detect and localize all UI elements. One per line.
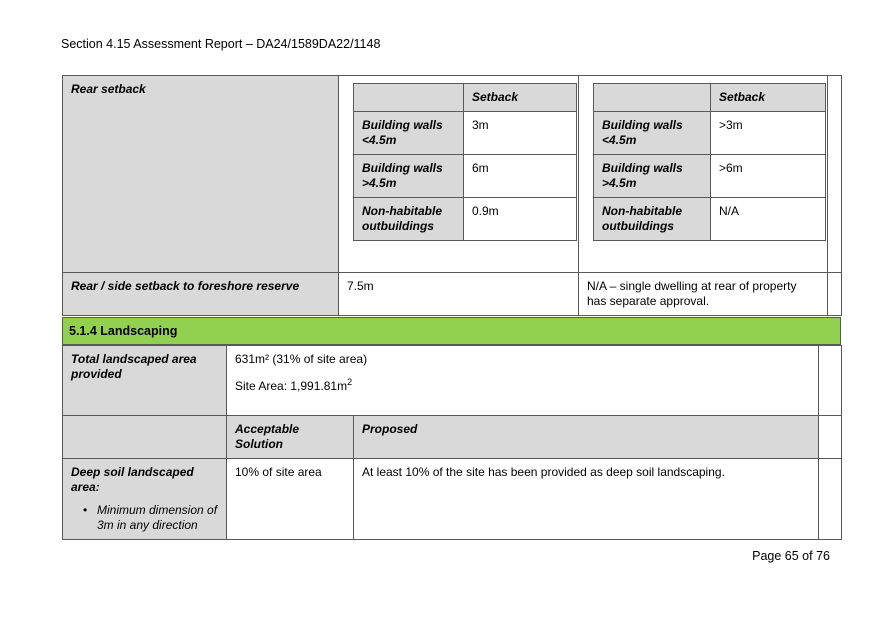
foreshore-setback-row — [63, 273, 842, 316]
foreshore-proposed-cell: N/A – single dwelling at rear of property has separate approval. — [579, 273, 828, 316]
rear-setback-row — [63, 76, 842, 273]
document-title: Section 4.15 Assessment Report – DA24/1589DA22/1148 — [61, 37, 381, 51]
site-area-text: Site Area: 1,991.81m — [235, 379, 348, 393]
subtable-empty-header-cell — [594, 84, 711, 112]
site-area-superscript: 2 — [347, 377, 353, 387]
subtable-row — [354, 198, 577, 241]
deep-soil-row — [63, 459, 842, 540]
subtable-value-cell: >3m — [711, 112, 826, 155]
subtable-header-row — [594, 84, 826, 112]
subtable-row — [594, 112, 826, 155]
page-number: Page 65 of 76 — [752, 549, 830, 563]
spacer-column-cell — [819, 416, 842, 459]
foreshore-acceptable-cell: 7.5m — [339, 273, 579, 316]
spacer-column-cell — [819, 459, 842, 540]
subtable-label-cell: Building walls >4.5m — [354, 155, 464, 198]
subtable-value-cell: 6m — [464, 155, 577, 198]
subtable-value-cell: N/A — [711, 198, 826, 241]
rear-setback-label-cell: Rear setback — [63, 76, 339, 273]
subtable-label-cell: Non-habitable outbuildings — [594, 198, 711, 241]
section-heading-landscaping: 5.1.4 Landscaping — [62, 317, 841, 345]
empty-header-cell — [63, 416, 227, 459]
deep-soil-label: Deep soil landscaped area: — [71, 465, 194, 494]
subtable-row — [594, 155, 826, 198]
spacer-column-cell — [828, 273, 842, 316]
deep-soil-label-cell — [63, 459, 227, 540]
subtable-empty-header-cell — [354, 84, 464, 112]
acceptable-solution-header-cell: Acceptable Solution — [227, 416, 354, 459]
subtable-row — [354, 155, 577, 198]
subtable-header-row — [354, 84, 577, 112]
landscaping-table — [62, 345, 842, 540]
subtable-value-cell: >6m — [711, 155, 826, 198]
subtable-value-cell: 0.9m — [464, 198, 577, 241]
proposed-setback-subtable — [593, 83, 826, 241]
total-landscaped-label-cell: Total landscaped area provided — [63, 346, 227, 416]
subtable-row — [594, 198, 826, 241]
rear-setback-proposed-cell — [579, 76, 828, 273]
landscaping-header-row — [63, 416, 842, 459]
acceptable-setback-subtable — [353, 83, 577, 241]
spacer-column-cell — [828, 76, 842, 273]
proposed-header-cell: Proposed — [354, 416, 819, 459]
subtable-label-cell: Building walls <4.5m — [354, 112, 464, 155]
subtable-row — [354, 112, 577, 155]
deep-soil-acceptable-cell: 10% of site area — [227, 459, 354, 540]
landscaped-area-line: 631m² (31% of site area) — [235, 352, 368, 366]
subtable-value-cell: 3m — [464, 112, 577, 155]
foreshore-label-cell: Rear / side setback to foreshore reserve — [63, 273, 339, 316]
subtable-label-cell: Non-habitable outbuildings — [354, 198, 464, 241]
rear-setback-acceptable-cell — [339, 76, 579, 273]
total-landscaped-value-cell — [227, 346, 819, 416]
deep-soil-proposed-cell: At least 10% of the site has been provided as deep soil landscaping. — [354, 459, 819, 540]
rear-setback-table — [62, 75, 842, 316]
subtable-label-cell: Building walls >4.5m — [594, 155, 711, 198]
deep-soil-bullet-item: • Minimum dimension of 3m in any direction — [83, 503, 218, 533]
spacer-column-cell — [819, 346, 842, 416]
subtable-label-cell: Building walls <4.5m — [594, 112, 711, 155]
total-landscaped-row — [63, 346, 842, 416]
subtable-setback-header-cell: Setback — [711, 84, 826, 112]
site-area-line — [235, 377, 810, 394]
subtable-setback-header-cell: Setback — [464, 84, 577, 112]
